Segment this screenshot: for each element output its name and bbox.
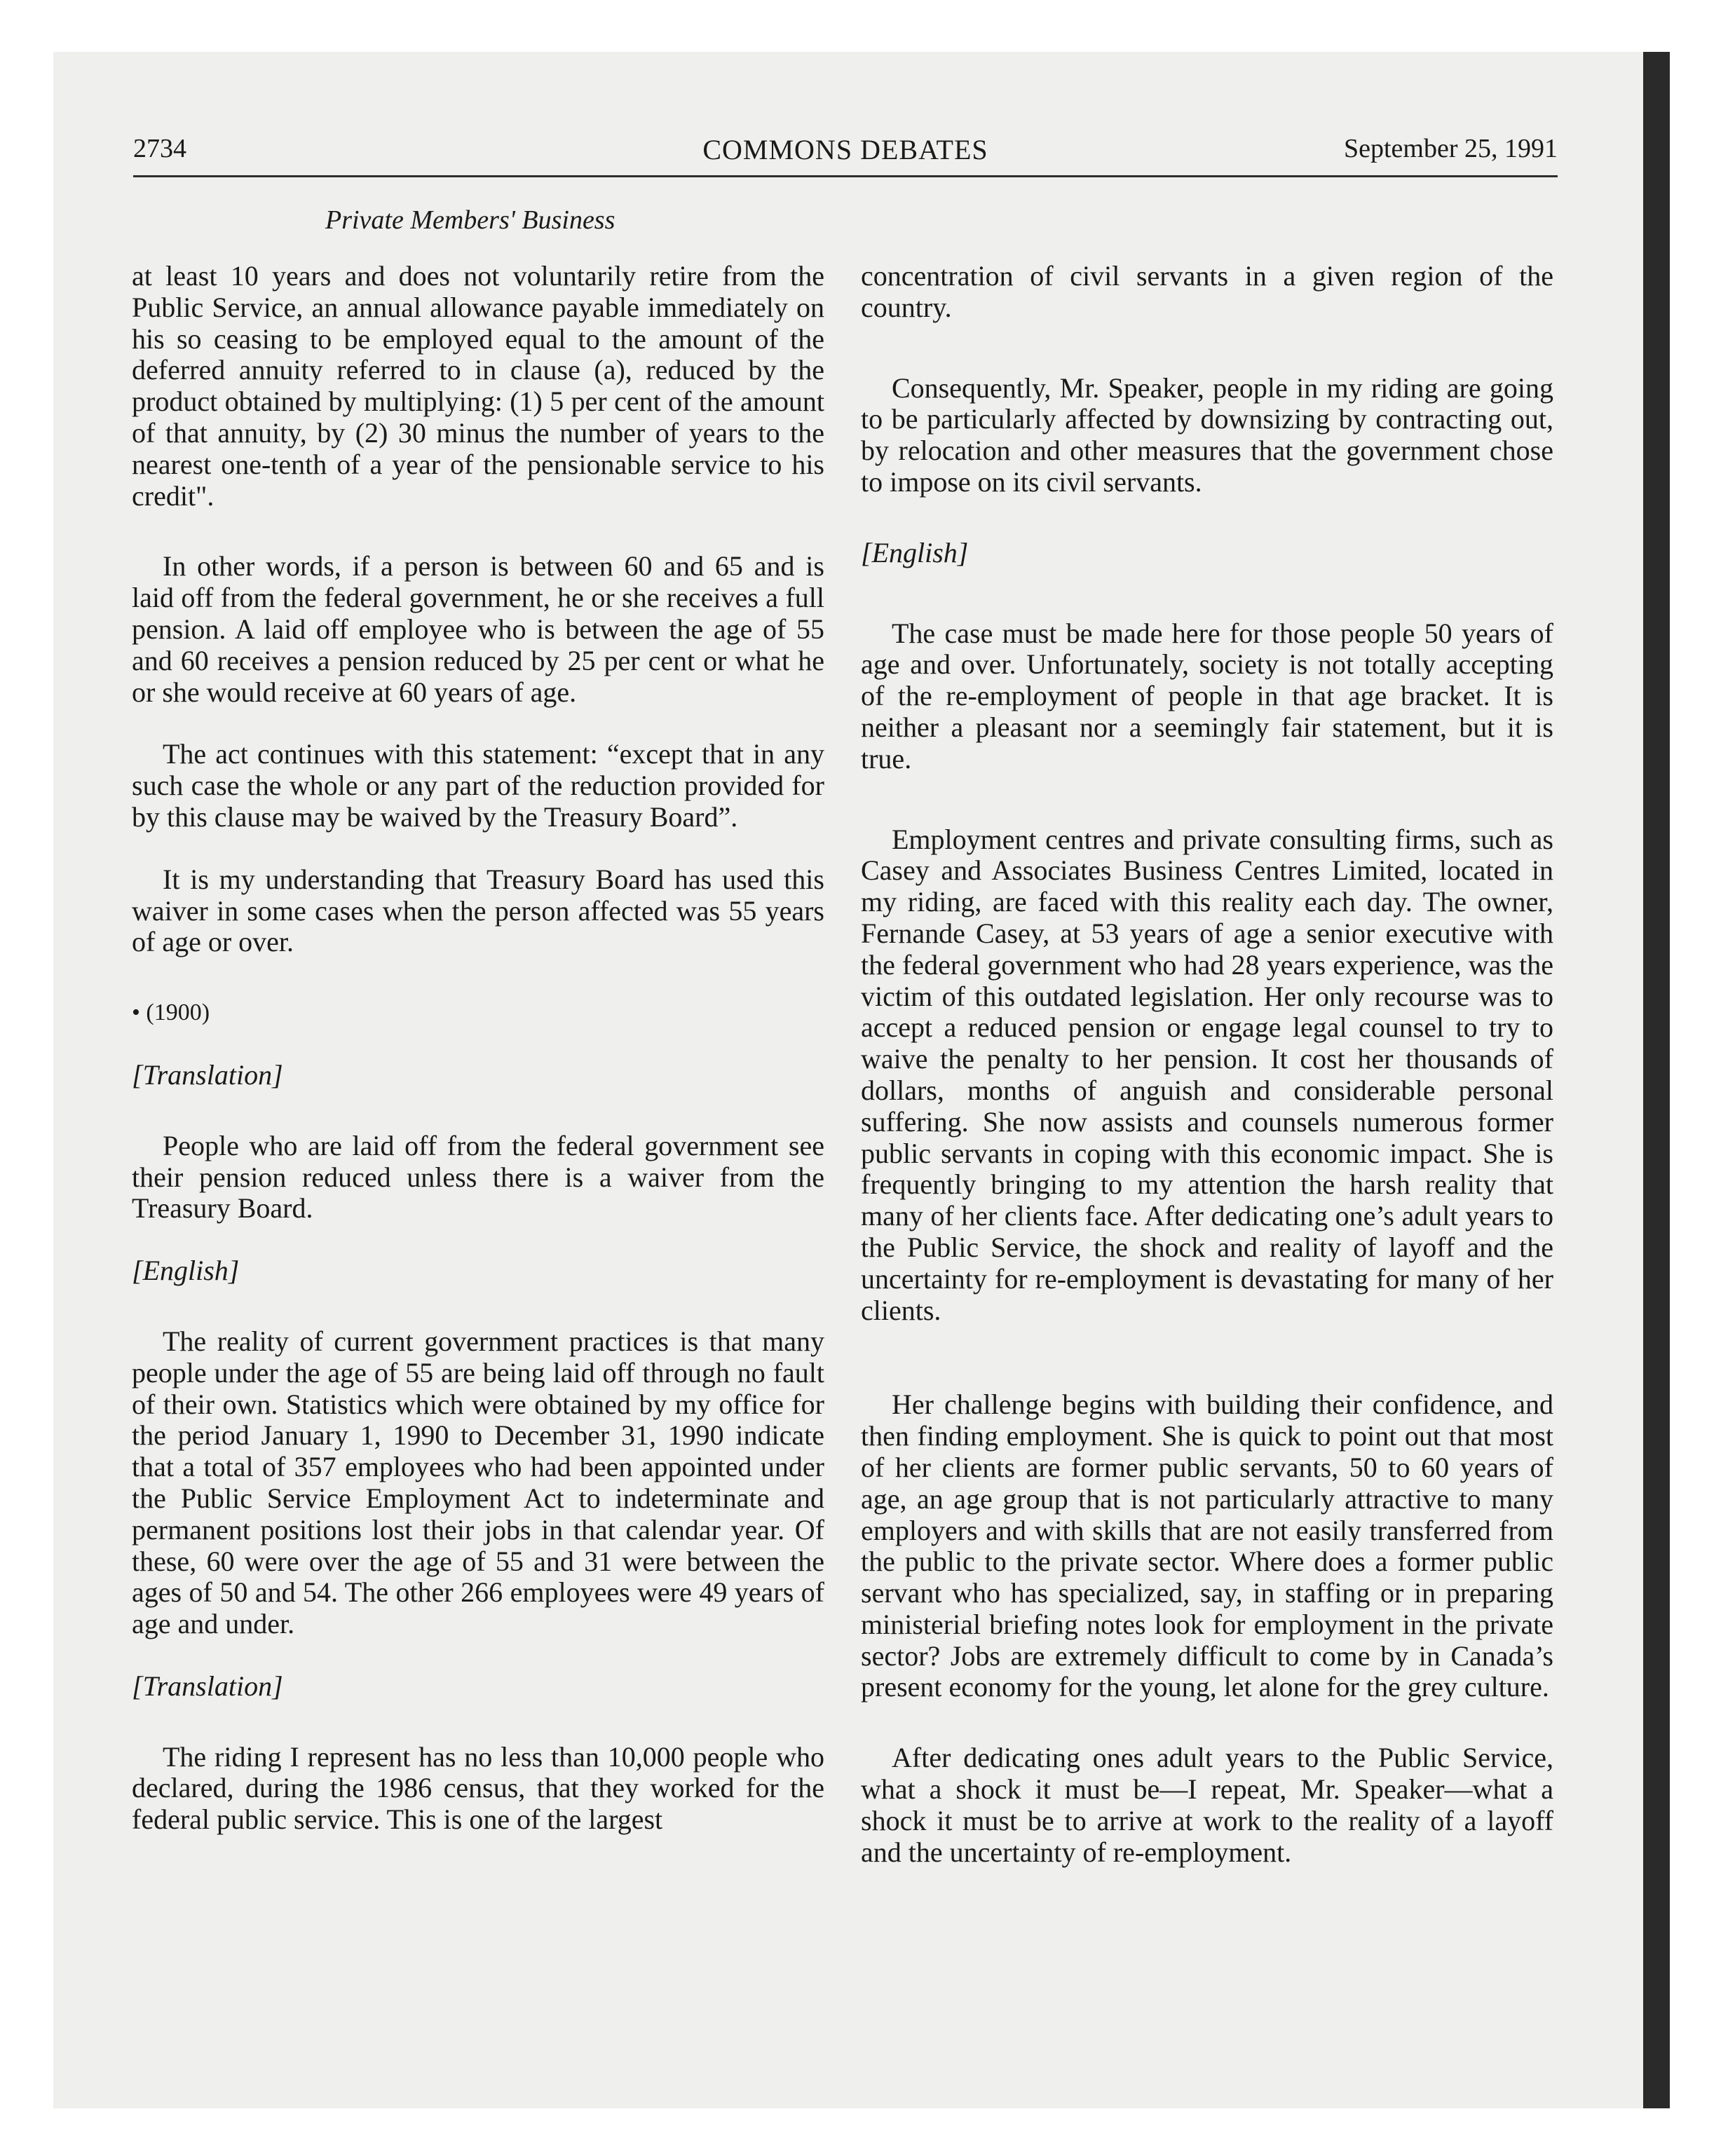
scan-edge-bar: [1643, 52, 1670, 2108]
paragraph: at least 10 years and does not voluntarily retire from the Public Service, an annual allowance payable immediately on his so ceasing to be employed equal to the amount of the deferred annuity referred to in clause (a), reduced by the product obtained by multiplying: (1) 5 per cent of the amount of that annuity, by (2) 30 minus the number of years to the nearest one-tenth of a year of the pensionable service to his credit".: [132, 260, 824, 512]
paragraph: After dedicating ones adult years to the Public Service, what a shock it must be—I repeat, Mr. Speaker—what a shock it must be to arrive at work to the reality of a layoff and the uncertainty of re-employment.: [861, 1742, 1553, 1868]
section-heading: Private Members' Business: [325, 205, 615, 235]
paragraph: People who are laid off from the federal government see their pension reduced unless there is a waiver from the Treasury Board.: [132, 1129, 824, 1224]
page-number: 2734: [133, 134, 186, 163]
publication-title: COMMONS DEBATES: [702, 134, 988, 165]
language-note: [English]: [132, 1255, 240, 1287]
page-header: [133, 133, 1558, 172]
time-marker: • (1900): [132, 999, 210, 1026]
right-column: [861, 261, 1553, 1868]
left-column: [132, 261, 824, 1836]
paragraph: The case must be made here for those people 50 years of age and over. Unfortunately, society is not totally accepting of the re-employment of people in that age bracket. It is neither a pleasant nor a seemingly fair statement, but it is true.: [861, 617, 1553, 775]
publication-date: September 25, 1991: [1343, 134, 1558, 163]
language-note: [Translation]: [132, 1670, 283, 1702]
paragraph: In other words, if a person is between 60 and 65 and is laid off from the federal government, he or she receives a full pension. A laid off employee who is between the age of 55 and 60 receives a pension reduced by 25 per cent or what he or she would receive at 60 years of age.: [132, 550, 824, 708]
language-note: [Translation]: [132, 1058, 283, 1091]
paragraph: It is my understanding that Treasury Board has used this waiver in some cases when the person affected was 55 years of age or over.: [132, 863, 824, 958]
header-rule: [133, 175, 1558, 177]
paragraph: The reality of current government practices is that many people under the age of 55 are being laid off through no fault of their own. Statistics which were obtained by my office for the period January 1, 1990 to December 31, 1990 indicate that a total of 357 employees who had been appointed under the Public Service Employment Act to indeterminate and permanent positions lost their jobs in that calendar year. Of these, 60 were over the age of 55 and 31 were between the ages of 50 and 54. The other 266 employees were 49 years of age and under.: [132, 1325, 824, 1640]
paragraph: The act continues with this statement: “except that in any such case the whole or any part of the reduction provided for by this clause may be waived by the Treasury Board”.: [132, 738, 824, 833]
paragraph: Consequently, Mr. Speaker, people in my riding are going to be particularly affected by downsizing by contracting out, by relocation and other measures that the government chose to impose on its civil servants.: [861, 371, 1553, 498]
paragraph: Employment centres and private consulting firms, such as Casey and Associates Business Centres Limited, located in my riding, are faced with this reality each day. The owner, Fernande Casey, at 53 years of age a senior executive with the federal government who had 28 years experience, was the victim of this outdated legislation. Her only recourse was to accept a reduced pension or engage legal counsel to try to waive the penalty to her pension. It cost her thousands of dollars, months of anguish and considerable personal suffering. She now assists and counsels numerous former public servants in coping with this economic impact. She is frequently bringing to my attention the harsh reality that many of her clients face. After dedicating one’s adult years to the Public Service, the shock and reality of layoff and the uncertainty for re-employment is devastating for many of her clients.: [861, 823, 1553, 1326]
paragraph: Her challenge begins with building their confidence, and then finding employment. She is quick to point out that most of her clients are former public servants, 50 to 60 years of age, an age group that is not particularly attractive to many employers and with skills that are not easily transferred from the public to the private sector. Where does a former public servant who has specialized, say, in staffing or in preparing ministerial briefing notes look for employment in the private sector? Jobs are extremely difficult to come by in Canada’s present economy for the young, let alone for the grey culture.: [861, 1389, 1553, 1703]
language-note: [English]: [861, 536, 969, 568]
paragraph: concentration of civil servants in a given region of the country.: [861, 260, 1553, 323]
paragraph: The riding I represent has no less than 10,000 people who declared, during the 1986 census, that they worked for the federal public service. This is one of the largest: [132, 1740, 824, 1836]
